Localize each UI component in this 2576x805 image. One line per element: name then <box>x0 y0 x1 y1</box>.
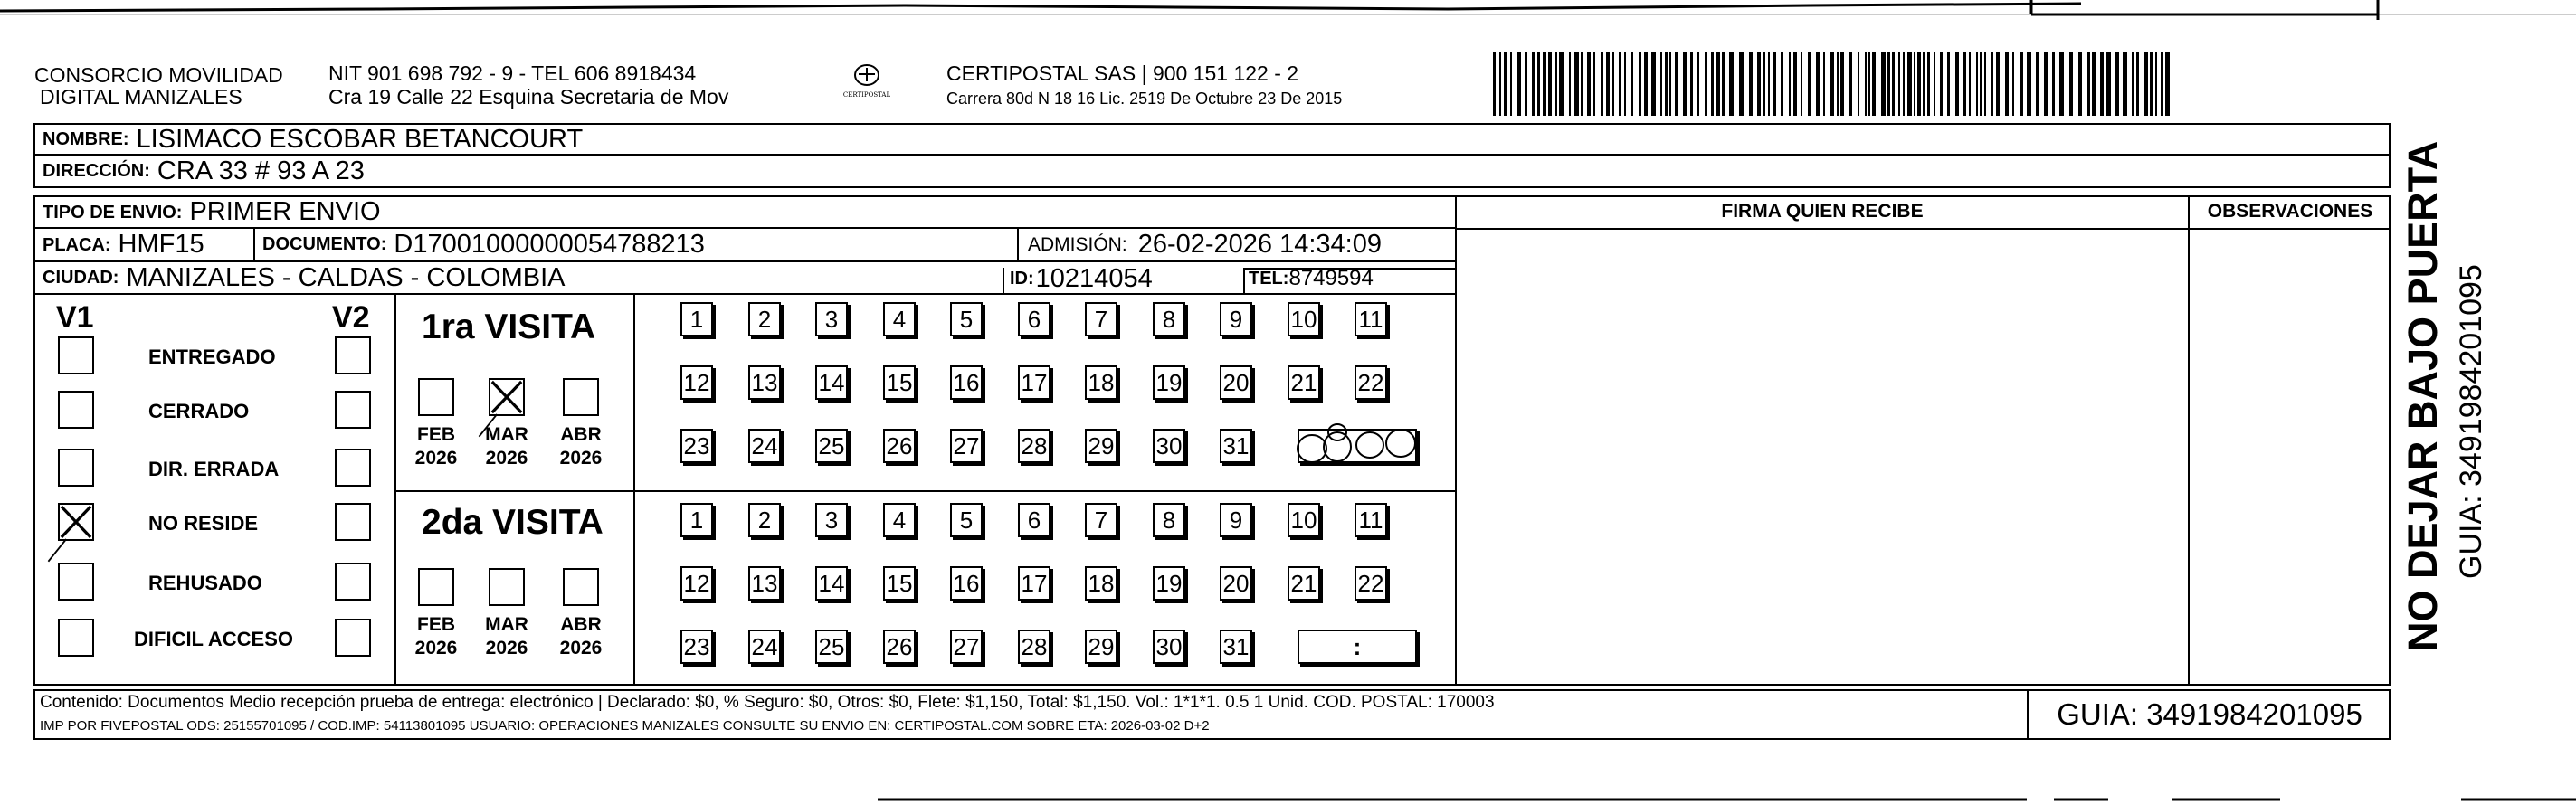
barcode-bar <box>1940 52 1943 116</box>
month-checkbox[interactable] <box>489 378 525 416</box>
day-box[interactable]: 8 <box>1153 302 1185 336</box>
status-option-label: REHUSADO <box>148 572 262 594</box>
day-box[interactable]: 9 <box>1220 302 1252 336</box>
tel-label: TEL: <box>1249 268 1289 289</box>
barcode-bar <box>1660 52 1662 116</box>
barcode-bar <box>1887 52 1890 116</box>
day-box[interactable]: 10 <box>1288 302 1320 336</box>
footer-guia: GUIA: 3491984201095 <box>2057 697 2362 731</box>
day-box[interactable]: 22 <box>1355 365 1387 400</box>
barcode-bar <box>1548 52 1552 116</box>
footer-contenido: Contenido: Documentos Medio recepción prueba de entrega: electrónico | Declarado: $0, % Seguro: $0, Otros: $0, Flete: $1,150, Total: $1,150. Vol.: 1*1*1. 0.5 1 Unid. COD. POSTAL: 170003 <box>40 693 1495 712</box>
barcode-bar <box>1801 52 1802 116</box>
documento-label: DOCUMENTO: <box>262 234 387 254</box>
barcode-bar <box>1683 52 1687 116</box>
day-box[interactable]: 4 <box>883 503 916 537</box>
day-box[interactable]: 21 <box>1288 566 1320 601</box>
barcode-bar <box>1574 52 1579 116</box>
day-box[interactable]: 29 <box>1085 429 1117 463</box>
barcode-bar <box>1781 52 1783 116</box>
day-box[interactable]: 16 <box>950 365 983 400</box>
barcode-bar <box>1669 52 1671 116</box>
barcode-bar <box>1881 52 1886 116</box>
barcode-bar <box>1793 52 1797 116</box>
v2-label: V2 <box>332 300 370 335</box>
placa-value: HMF15 <box>118 230 204 259</box>
day-box[interactable]: 5 <box>950 503 983 537</box>
day-box[interactable]: 23 <box>680 630 713 664</box>
id-label: ID: <box>1010 268 1034 289</box>
barcode-bar <box>1934 52 1935 116</box>
barcode-bar <box>1917 52 1921 116</box>
first-visit-title: 1ra VISITA <box>422 308 596 346</box>
barcode-bar <box>1907 52 1912 116</box>
barcode-bar <box>1865 52 1867 116</box>
barcode-bar <box>1722 52 1725 116</box>
divider <box>1017 229 1019 260</box>
barcode-bar <box>1559 52 1564 116</box>
barcode-bar <box>1493 52 1496 116</box>
barcode-bar <box>1969 52 1971 116</box>
id-value: 10214054 <box>1035 263 1153 293</box>
v1-checkbox[interactable] <box>58 449 94 487</box>
month-checkbox[interactable] <box>418 568 454 606</box>
barcode-bar <box>1789 52 1791 116</box>
barcode-bar <box>2092 52 2096 116</box>
barcode-bar <box>1705 52 1707 116</box>
divider <box>394 490 1457 492</box>
day-box[interactable]: 17 <box>1018 566 1050 601</box>
documento-value: D17001000000054788213 <box>394 230 705 259</box>
barcode-bar <box>1892 52 1895 116</box>
footer-impresion: IMP POR FIVEPOSTAL ODS: 25155701095 / COD.IMP: 54113801095 USUARIO: OPERACIONES MANIZALES CONSULTE SU ENVIO EN: CERTIPOSTAL.COM SOBRE ETA: 2026-03-02 D+2 <box>40 718 1210 734</box>
barcode-bar <box>1927 52 1930 116</box>
second-visit-time[interactable]: : <box>1298 630 1417 664</box>
day-box[interactable]: 29 <box>1085 630 1117 664</box>
barcode-bar <box>1947 52 1950 116</box>
month-label: MAR <box>485 424 528 445</box>
barcode <box>1493 52 2172 116</box>
tipo-label: TIPO DE ENVIO: <box>43 202 183 223</box>
barcode-bar <box>1903 52 1905 116</box>
placa-label: PLACA: <box>43 234 111 255</box>
day-box[interactable]: 9 <box>1220 503 1252 537</box>
barcode-bar <box>2027 52 2031 116</box>
day-box[interactable]: 3 <box>815 503 848 537</box>
divider <box>253 229 255 260</box>
day-box[interactable]: 18 <box>1085 365 1117 400</box>
barcode-bar <box>1840 52 1844 116</box>
month-year: 2026 <box>414 638 458 658</box>
month-checkbox[interactable] <box>563 568 599 606</box>
nombre-value: LISIMACO ESCOBAR BETANCOURT <box>136 124 584 154</box>
divider <box>2027 689 2029 740</box>
v2-checkbox[interactable] <box>335 563 371 601</box>
barcode-bar <box>2078 52 2082 116</box>
barcode-bar <box>1543 52 1546 116</box>
month-label: MAR <box>485 614 528 635</box>
barcode-bar <box>1830 52 1834 116</box>
barcode-bar <box>2123 52 2127 116</box>
barcode-bar <box>1729 52 1734 116</box>
day-box[interactable]: 12 <box>680 365 713 400</box>
barcode-bar <box>1837 52 1839 116</box>
barcode-bar <box>2136 52 2139 116</box>
firma-label: FIRMA QUIEN RECIBE <box>1455 195 2190 230</box>
logo-icon <box>853 63 880 87</box>
day-box[interactable]: 17 <box>1018 365 1050 400</box>
admision-label: ADMISIÓN: <box>1028 233 1127 255</box>
barcode-bar <box>1963 52 1966 116</box>
month-checkbox[interactable] <box>489 568 525 606</box>
certipostal-logo <box>831 63 903 109</box>
day-box[interactable]: 11 <box>1355 503 1387 537</box>
barcode-bar <box>2059 52 2064 116</box>
divider <box>1003 268 1004 295</box>
barcode-bar <box>1849 52 1852 116</box>
barcode-bar <box>2161 52 2163 116</box>
day-box[interactable]: 25 <box>815 429 848 463</box>
day-box[interactable]: 20 <box>1220 566 1252 601</box>
direccion-label: DIRECCIÓN: <box>43 161 150 181</box>
day-box[interactable]: 28 <box>1018 630 1050 664</box>
barcode-bar <box>1991 52 1993 116</box>
barcode-bar <box>1996 52 2000 116</box>
firma-area[interactable] <box>1457 230 2188 684</box>
day-box[interactable]: 18 <box>1085 566 1117 601</box>
barcode-bar <box>2036 52 2039 116</box>
status-option-label: CERRADO <box>148 400 250 422</box>
barcode-bar <box>1955 52 1959 116</box>
barcode-bar <box>1499 52 1501 116</box>
barcode-bar <box>1711 52 1714 116</box>
day-box[interactable]: 20 <box>1220 365 1252 400</box>
barcode-bar <box>1631 52 1633 116</box>
day-box[interactable]: 26 <box>883 429 916 463</box>
x-mark-icon <box>60 505 92 539</box>
day-box[interactable]: 14 <box>815 566 848 601</box>
day-box-marked[interactable]: 3 <box>815 302 848 336</box>
company-name-1: CONSORCIO MOVILIDAD <box>34 63 283 87</box>
scan-edge <box>0 787 2576 805</box>
logo-text: CERTIPOSTAL <box>842 91 891 99</box>
month-year: 2026 <box>485 448 528 469</box>
barcode-bar <box>1606 52 1610 116</box>
day-box[interactable]: 7 <box>1085 503 1117 537</box>
barcode-bar <box>1716 52 1720 116</box>
barcode-bar <box>1823 52 1825 116</box>
barcode-bar <box>1749 52 1753 116</box>
barcode-bar <box>2132 52 2134 116</box>
barcode-bar <box>2069 52 2073 116</box>
day-box[interactable]: 15 <box>883 365 916 400</box>
day-box[interactable]: 2 <box>748 302 781 336</box>
month-checkbox[interactable] <box>418 378 454 416</box>
month-label: ABR <box>560 614 602 635</box>
barcode-bar <box>1517 52 1521 116</box>
admision-cell <box>1028 229 1382 260</box>
nombre-label: NOMBRE: <box>43 129 129 149</box>
barcode-bar <box>1619 52 1621 116</box>
day-box[interactable]: 1 <box>680 503 713 537</box>
status-option-label: DIR. ERRADA <box>148 458 280 480</box>
barcode-bar <box>1763 52 1765 116</box>
barcode-bar <box>2100 52 2104 116</box>
barcode-bar <box>1858 52 1859 116</box>
v2-checkbox[interactable] <box>335 336 371 374</box>
carrier-name: CERTIPOSTAL SAS | 900 151 122 - 2 <box>946 62 1299 85</box>
barcode-bar <box>2052 52 2055 116</box>
id-cell <box>1010 262 1153 295</box>
carrier-address: Carrera 80d N 18 16 Lic. 2519 De Octubre 23 De 2015 <box>946 90 1343 108</box>
month-year: 2026 <box>559 448 603 469</box>
barcode-bar <box>1773 52 1776 116</box>
day-box[interactable]: 4 <box>883 302 916 336</box>
barcode-bar <box>1601 52 1603 116</box>
first-visit-time[interactable] <box>1298 429 1417 463</box>
ciudad-value: MANIZALES - CALDAS - COLOMBIA <box>126 262 566 292</box>
barcode-bar <box>1612 52 1614 116</box>
barcode-bar <box>1739 52 1744 116</box>
company-nit: NIT 901 698 792 - 9 - TEL 606 8918434 <box>328 62 697 85</box>
day-box[interactable]: 7 <box>1085 302 1117 336</box>
v1-checkbox[interactable] <box>58 336 94 374</box>
v1-checkbox[interactable] <box>58 391 94 429</box>
v1-label: V1 <box>56 300 94 335</box>
barcode-bar <box>2115 52 2119 116</box>
day-box[interactable]: 31 <box>1220 630 1252 664</box>
day-box[interactable]: 21 <box>1288 365 1320 400</box>
month-label: FEB <box>417 424 455 445</box>
barcode-bar <box>1868 52 1870 116</box>
day-box[interactable]: 31 <box>1220 429 1252 463</box>
barcode-bar <box>1872 52 1876 116</box>
tel-value: 8749594 <box>1288 266 1374 290</box>
day-box[interactable]: 27 <box>950 630 983 664</box>
day-box[interactable]: 14 <box>815 365 848 400</box>
barcode-bar <box>1690 52 1693 116</box>
barcode-bar <box>1525 52 1527 116</box>
barcode-bar <box>2020 52 2023 116</box>
divider <box>1243 268 1245 295</box>
barcode-bar <box>1984 52 1986 116</box>
status-option-label: NO RESIDE <box>148 512 259 535</box>
barcode-bar <box>1587 52 1591 116</box>
barcode-bar <box>1757 52 1761 116</box>
day-box[interactable]: 24 <box>748 429 781 463</box>
barcode-bar <box>1581 52 1583 116</box>
month-checkbox[interactable] <box>563 378 599 416</box>
v1-checkbox[interactable] <box>58 503 94 541</box>
x-mark-icon <box>490 380 523 414</box>
barcode-bar <box>2165 52 2170 116</box>
barcode-bar <box>1555 52 1557 116</box>
barcode-bar <box>1923 52 1925 116</box>
v1-checkbox[interactable] <box>58 619 94 657</box>
barcode-bar <box>2150 52 2153 116</box>
day-box[interactable]: 6 <box>1018 302 1050 336</box>
barcode-bar <box>1976 52 1978 116</box>
day-box[interactable]: 12 <box>680 566 713 601</box>
day-box[interactable]: 19 <box>1153 365 1185 400</box>
barcode-bar <box>1504 52 1507 116</box>
barcode-bar <box>1697 52 1699 116</box>
barcode-bar <box>1593 52 1595 116</box>
row-tipo <box>33 195 1457 229</box>
barcode-bar <box>1898 52 1900 116</box>
month-label: ABR <box>560 424 602 445</box>
month-year: 2026 <box>485 638 528 658</box>
day-box[interactable]: 10 <box>1288 503 1320 537</box>
day-box[interactable]: 23 <box>680 429 713 463</box>
barcode-bar <box>1768 52 1770 116</box>
barcode-bar <box>1644 52 1648 116</box>
day-box[interactable]: 26 <box>883 630 916 664</box>
day-box[interactable]: 30 <box>1153 429 1185 463</box>
barcode-bar <box>1537 52 1540 116</box>
day-box[interactable]: 16 <box>950 566 983 601</box>
observaciones-label: OBSERVACIONES <box>2190 195 2391 230</box>
barcode-bar <box>1624 52 1626 116</box>
observaciones-area[interactable] <box>2190 230 2389 684</box>
day-box[interactable]: 30 <box>1153 630 1185 664</box>
day-box[interactable]: 25 <box>815 630 848 664</box>
month-year: 2026 <box>414 448 458 469</box>
company-name-2: DIGITAL MANIZALES <box>40 85 242 109</box>
barcode-bar <box>1532 52 1535 116</box>
v2-checkbox[interactable] <box>335 619 371 657</box>
day-box[interactable]: 6 <box>1018 503 1050 537</box>
status-option-label: ENTREGADO <box>148 346 276 368</box>
handwritten-time <box>1290 420 1453 465</box>
day-box[interactable]: 22 <box>1355 566 1387 601</box>
documento-cell <box>262 229 705 260</box>
day-box[interactable]: 13 <box>748 566 781 601</box>
day-box[interactable]: 2 <box>748 503 781 537</box>
status-option-label: DIFICIL ACCESO <box>134 628 294 650</box>
barcode-bar <box>1980 52 1982 116</box>
barcode-bar <box>1569 52 1571 116</box>
v1-checkbox[interactable] <box>58 563 94 601</box>
barcode-bar <box>1639 52 1641 116</box>
second-visit-title: 2da VISITA <box>422 503 604 542</box>
scan-edge <box>0 0 2576 20</box>
barcode-bar <box>1651 52 1656 116</box>
barcode-bar <box>1510 52 1512 116</box>
barcode-bar <box>1675 52 1678 116</box>
month-year: 2026 <box>559 638 603 658</box>
day-box[interactable]: 24 <box>748 630 781 664</box>
barcode-bar <box>1665 52 1668 116</box>
barcode-bar <box>2155 52 2157 116</box>
v2-checkbox[interactable] <box>335 391 371 429</box>
day-box[interactable]: 15 <box>883 566 916 601</box>
barcode-bar <box>2106 52 2111 116</box>
day-box[interactable]: 8 <box>1153 503 1185 537</box>
barcode-bar <box>2005 52 2009 116</box>
v2-checkbox[interactable] <box>335 449 371 487</box>
day-box[interactable]: 5 <box>950 302 983 336</box>
day-box[interactable]: 13 <box>748 365 781 400</box>
side-guia: GUIA: 3491984201095 <box>2454 264 2488 579</box>
row-direccion <box>33 156 2391 188</box>
barcode-bar <box>1816 52 1820 116</box>
barcode-bar <box>2087 52 2090 116</box>
month-label: FEB <box>417 614 455 635</box>
barcode-bar <box>2012 52 2014 116</box>
day-box[interactable]: 27 <box>950 429 983 463</box>
company-address: Cra 19 Calle 22 Esquina Secretaria de Mov <box>328 85 729 109</box>
barcode-bar <box>2144 52 2148 116</box>
barcode-bar <box>1914 52 1915 116</box>
side-warning: NO DEJAR BAJO PUERTA <box>2400 140 2446 651</box>
barcode-bar <box>1808 52 1811 116</box>
direccion-value: CRA 33 # 93 A 23 <box>157 156 365 185</box>
day-box[interactable]: 19 <box>1153 566 1185 601</box>
barcode-bar <box>2044 52 2048 116</box>
day-box[interactable]: 28 <box>1018 429 1050 463</box>
row-nombre <box>33 123 2391 156</box>
ciudad-label: CIUDAD: <box>43 268 119 288</box>
admision-value: 26-02-2026 14:34:09 <box>1137 230 1382 259</box>
day-box[interactable]: 11 <box>1355 302 1387 336</box>
tel-cell <box>1249 262 1374 295</box>
day-box[interactable]: 1 <box>680 302 713 336</box>
v2-checkbox[interactable] <box>335 503 371 541</box>
tipo-value: PRIMER ENVIO <box>189 197 381 226</box>
